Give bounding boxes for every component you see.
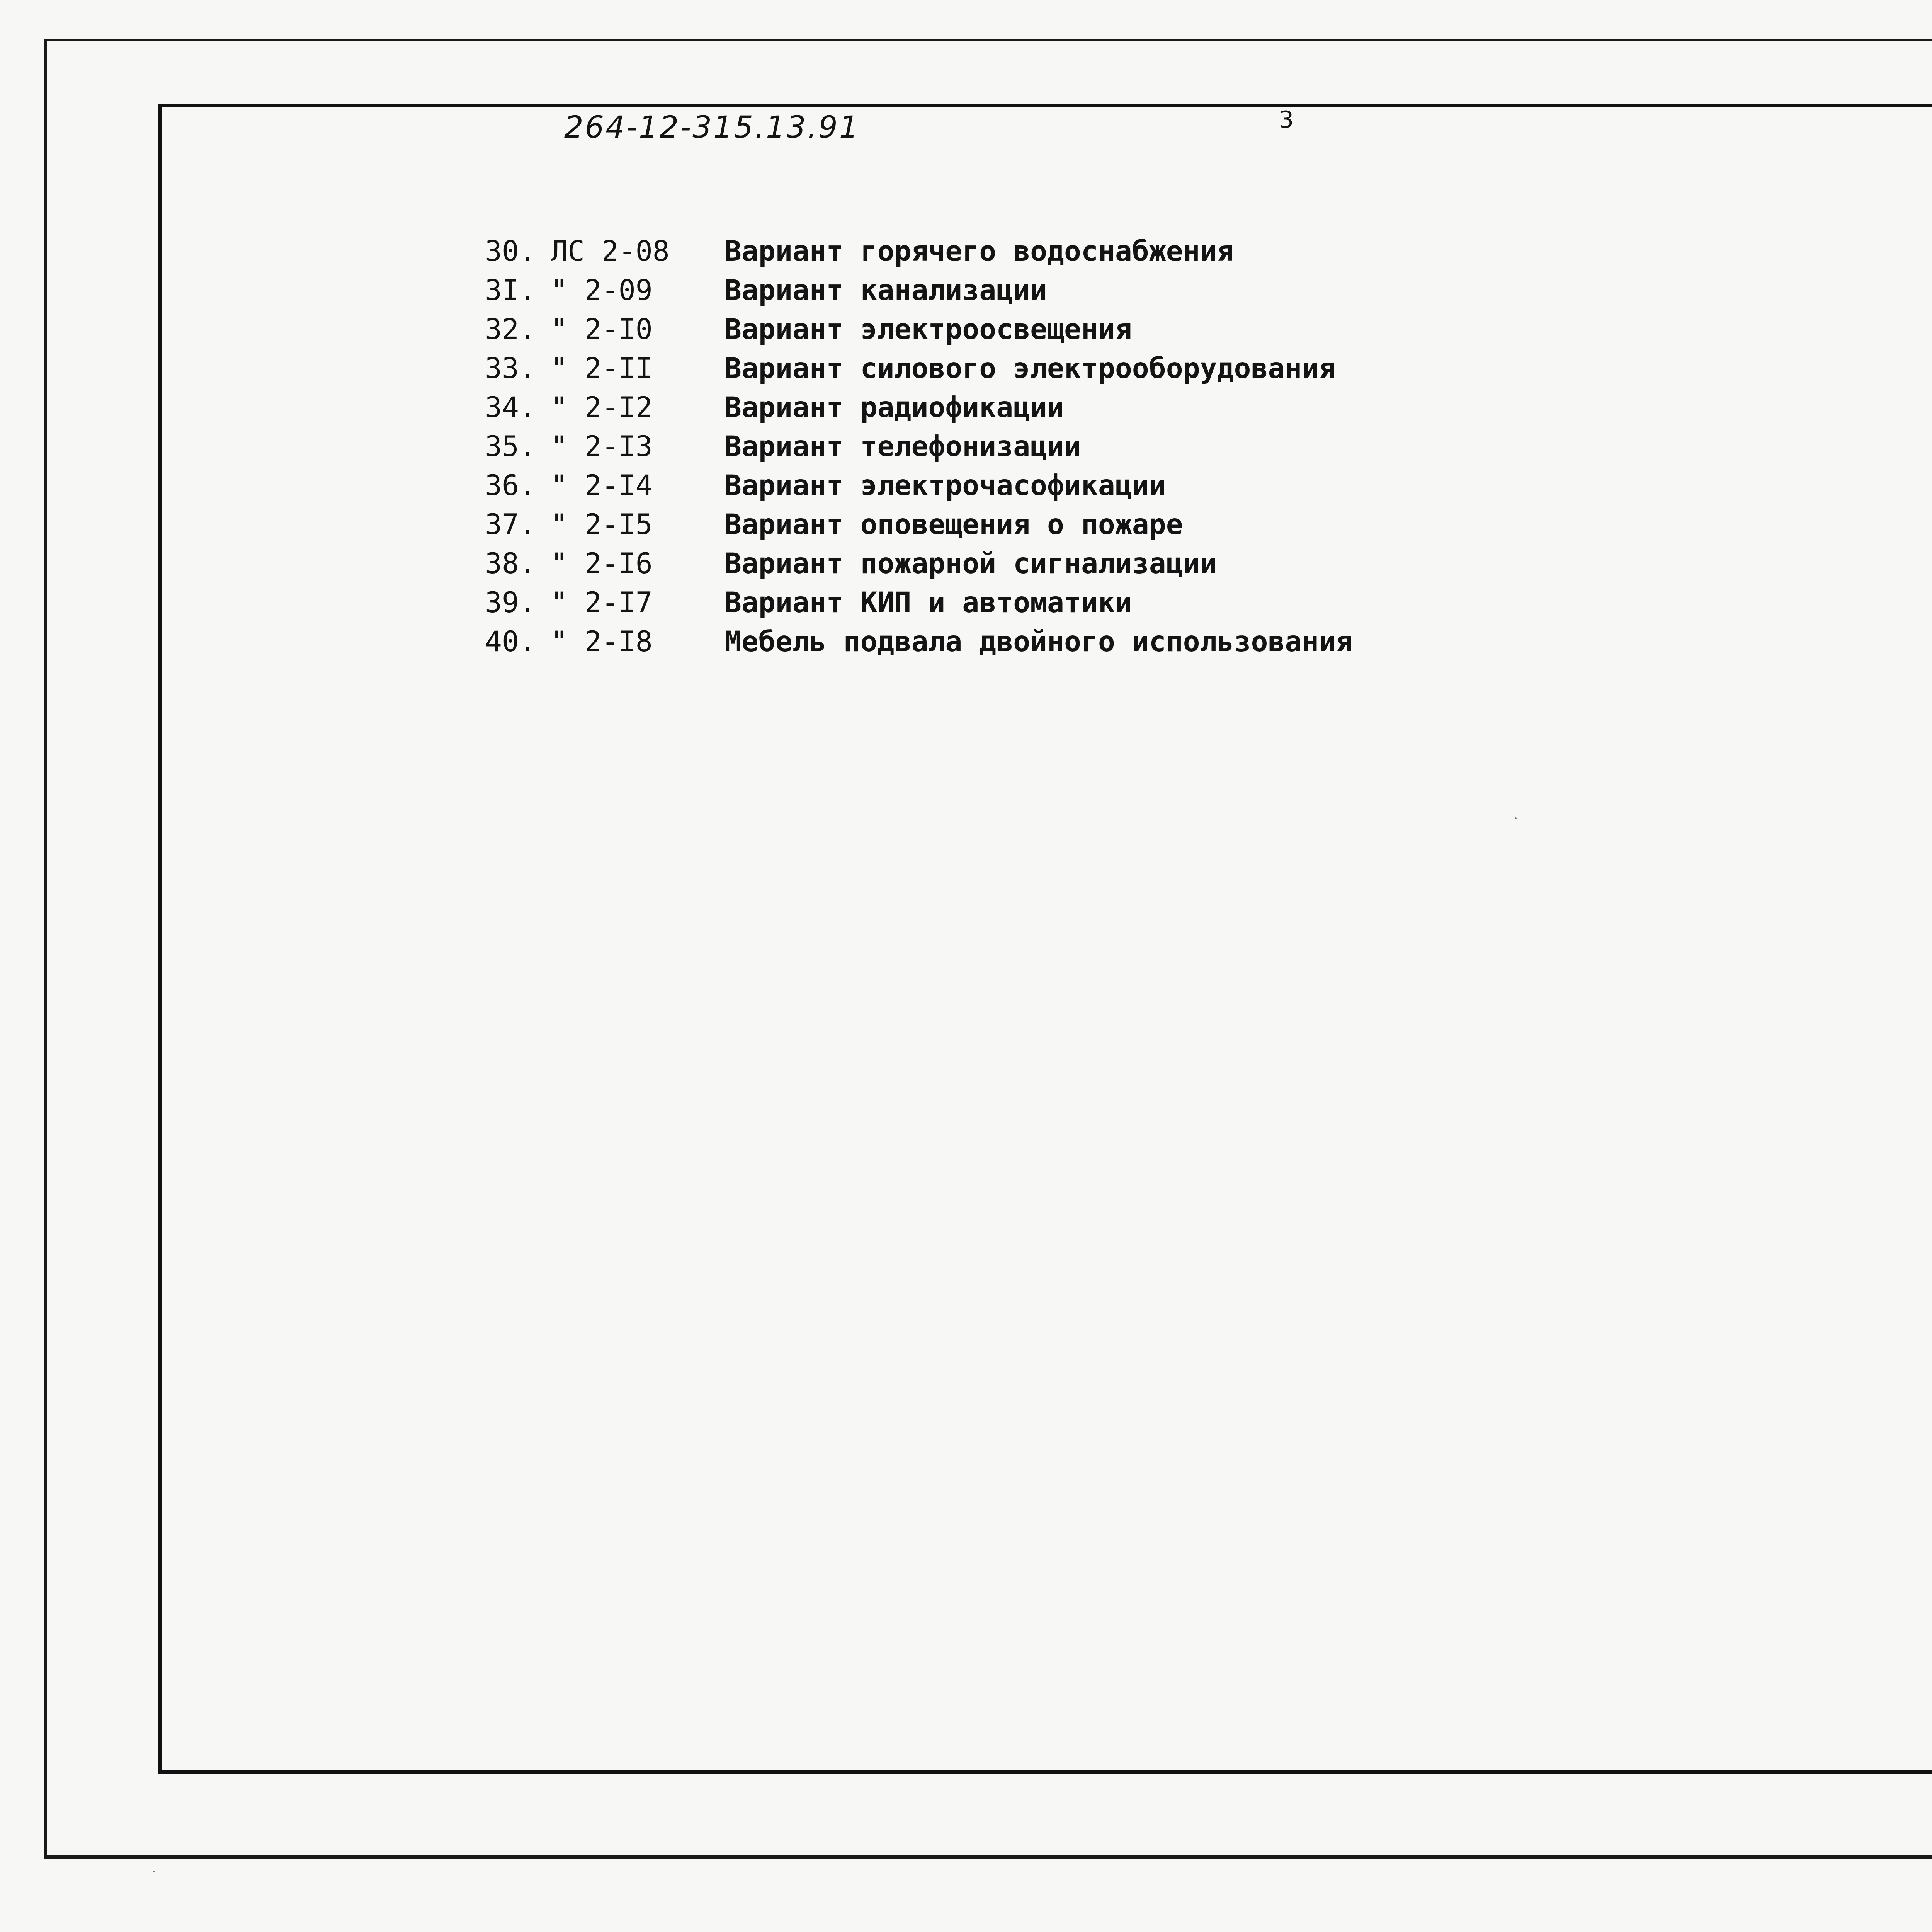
toc-item-number: 36. <box>485 469 536 502</box>
toc-item-number: 38. <box>485 547 536 580</box>
toc-item-number: 30. <box>485 235 536 268</box>
toc-item-title: Вариант радиофикации <box>724 391 1064 424</box>
toc-item-number: 40. <box>485 625 536 658</box>
sheet-number: 3 <box>1279 106 1294 133</box>
toc-row <box>485 271 1932 310</box>
toc-row <box>485 622 1932 661</box>
toc-item-code: " 2-II <box>551 352 653 385</box>
toc-item-title: Вариант электроосвещения <box>724 313 1132 346</box>
toc-item-code: " 2-I8 <box>551 625 653 658</box>
toc-item-title: Вариант пожарной сигнализации <box>724 547 1217 580</box>
toc-row <box>485 544 1932 583</box>
toc-item-number: 32. <box>485 313 536 346</box>
toc-item-title: Вариант электрочасофикации <box>724 469 1166 502</box>
toc-item-code: " 2-09 <box>551 274 653 307</box>
table-of-contents <box>485 232 1932 661</box>
toc-row <box>485 349 1932 388</box>
toc-row <box>485 232 1932 271</box>
toc-item-title: Вариант телефонизации <box>724 430 1081 463</box>
scan-speck <box>153 1871 155 1872</box>
toc-item-number: 39. <box>485 586 536 619</box>
toc-item-title: Вариант КИП и автоматики <box>724 586 1132 619</box>
toc-item-code: ЛС 2-08 <box>551 235 670 268</box>
toc-item-code: " 2-I3 <box>551 430 653 463</box>
toc-item-title: Вариант оповещения о пожаре <box>724 508 1183 541</box>
toc-item-title: Вариант силового электрооборудования <box>724 352 1336 385</box>
toc-item-number: 37. <box>485 508 536 541</box>
toc-item-code: " 2-I4 <box>551 469 653 502</box>
document-code: 264-12-315.13.91 <box>564 110 860 145</box>
toc-row <box>485 388 1932 427</box>
scan-speck <box>1515 817 1517 819</box>
toc-item-number: 35. <box>485 430 536 463</box>
toc-row <box>485 583 1932 622</box>
toc-row <box>485 505 1932 544</box>
toc-row <box>485 427 1932 466</box>
toc-row <box>485 466 1932 505</box>
toc-item-code: " 2-I7 <box>551 586 653 619</box>
toc-item-number: 33. <box>485 352 536 385</box>
toc-item-code: " 2-I2 <box>551 391 653 424</box>
toc-row <box>485 310 1932 349</box>
toc-item-code: " 2-I5 <box>551 508 653 541</box>
toc-item-title: Вариант канализации <box>724 274 1048 307</box>
toc-item-number: 3I. <box>485 274 536 307</box>
toc-item-title: Мебель подвала двойного использования <box>724 625 1353 658</box>
toc-item-number: 34. <box>485 391 536 424</box>
toc-item-title: Вариант горячего водоснабжения <box>724 235 1234 268</box>
toc-item-code: " 2-I6 <box>551 547 653 580</box>
toc-item-code: " 2-I0 <box>551 313 653 346</box>
